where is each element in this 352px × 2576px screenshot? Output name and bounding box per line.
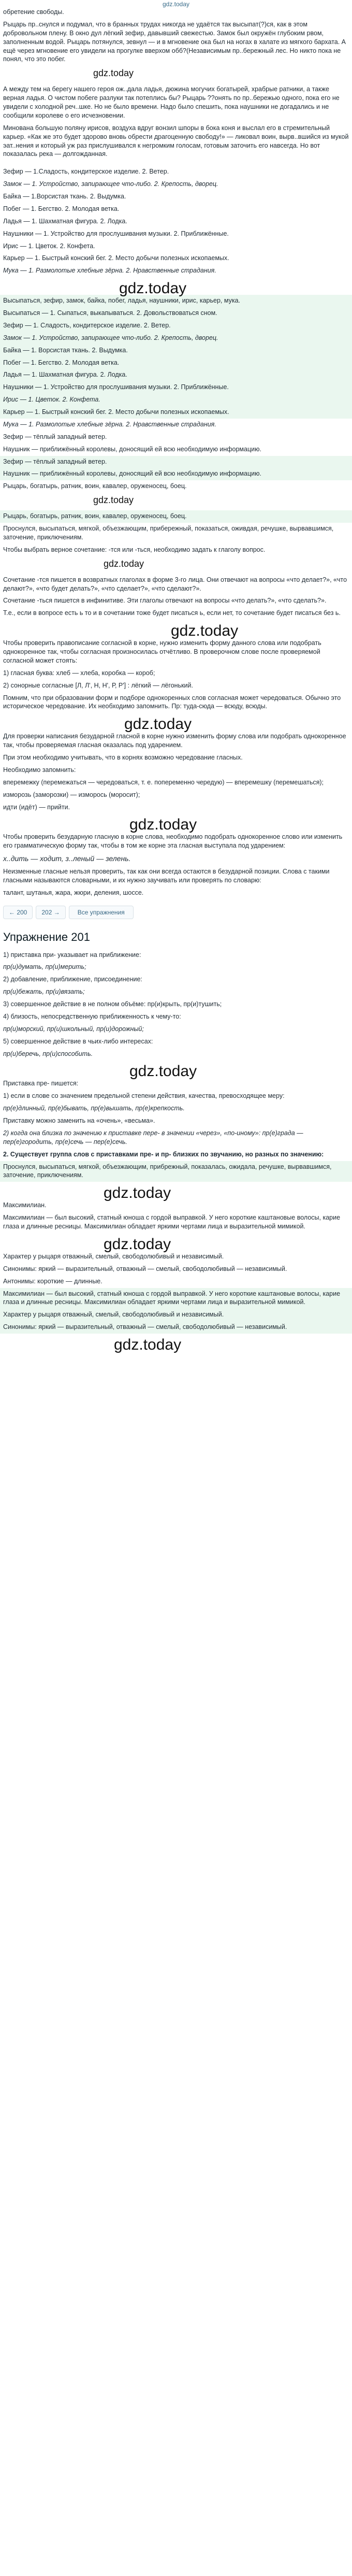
- paragraph: Побег — 1. Бегство. 2. Молодая ветка.: [3, 359, 120, 366]
- definition: Байка — 1.Ворсистая ткань. 2. Выдумка.: [3, 193, 126, 200]
- watermark-text: gdz.today: [171, 622, 239, 640]
- paragraph: Максимилиан.: [3, 1201, 47, 1209]
- paragraph: талант, шутанья, жара, жюри, деления, шоссе.: [3, 889, 144, 896]
- paragraph: Синонимы: яркий — выразительный, отважный — смелый, свободолюбивый — независимый.: [3, 1323, 287, 1331]
- paragraph: 1) гласная буква: хлеб — хлеба, коробка — короб;: [3, 669, 155, 677]
- watermark: [0, 493, 352, 510]
- paragraph: Мука — 1. Размолотые хлебные зёрна. 2. Нравственные страдания.: [3, 420, 216, 428]
- paragraph: идти (идёт) — прийти.: [3, 803, 70, 811]
- paragraph: Антонимы: короткие — длинные.: [3, 1277, 102, 1285]
- answer-line: пр(и)бежать, пр(и)вязать;: [3, 988, 85, 996]
- paragraph: Чтобы выбрать верное сочетание: -тся или -ться, необходимо задать к глаголу вопрос.: [3, 546, 266, 553]
- watermark-text: gdz.today: [104, 558, 144, 569]
- answer-block: [0, 1288, 352, 1334]
- answer-line: 4) близость, непосредственную приближенность к чему-то:: [3, 1012, 181, 1020]
- watermark: [0, 1060, 352, 1078]
- all-exercises-button[interactable]: Все упражнения: [69, 906, 134, 919]
- answer-line: пр(и)беречь, пр(и)способить.: [3, 1050, 93, 1057]
- paragraph: Максимилиан — был высокий, статный юноша с гордой выправкой. У него короткие каштановые волосы, карие глаза и длинные ресницы. Максимилиан обладает яркими чертами лица и выразительной мимикой.: [3, 1214, 341, 1230]
- answer-line: 1) приставка при- указывает на приближение:: [3, 951, 141, 958]
- watermark: [0, 813, 352, 834]
- definition: Ладья — 1. Шахматная фигура. 2. Лодка.: [3, 217, 127, 225]
- paragraph: Наушник — приближённый королевы, доносящий ей всю необходимую информацию.: [3, 470, 261, 478]
- paragraph: Т.е., если в вопросе есть ь то и в сочетании тоже будет писаться ь, если нет, то сочетание будет писаться без ь.: [3, 609, 341, 617]
- paragraph: Высыпаться — 1. Сыпаться, выкапываться. 2. Довольствоваться сном.: [3, 309, 217, 317]
- answer-line: пр(и)думать, пр(и)мерить;: [3, 963, 86, 971]
- answer-line: 2) когда она близка по значению к приставке пере- в значении «через», «по-иному»: пр(е)града — пер(е)городить, пр(е)сечь — пер(е)сечь.: [3, 1129, 303, 1146]
- answer-line: 1) если в слове со значением предельной степени действия, качества, превосходящее меру:: [3, 1092, 285, 1100]
- answer-block: [0, 1161, 352, 1182]
- paragraph: х..дить — ходит, з..леный — зелень.: [3, 854, 131, 863]
- paragraph: 2) сонорные согласные [Л, Л', Н, Н', Р, Р'] : лёгкий — лёгонький.: [3, 681, 193, 689]
- definition: Наушники — 1. Устройство для прослушивания музыки. 2. Приближённые.: [3, 230, 229, 237]
- watermark: [0, 66, 352, 83]
- watermark-text: gdz.today: [104, 1235, 171, 1253]
- paragraph: вперемежку (перемежаться — чередоваться, т. е. попеременно чередую) — вперемешку (перемешаться);: [3, 778, 324, 786]
- paragraph: Рыцарь, богатырь, ратник, воин, кавалер, оруженосец, боец.: [3, 482, 187, 490]
- paragraph: Байка — 1. Ворсистая ткань. 2. Выдумка.: [3, 346, 128, 354]
- paragraph: Наушник — приближённый королевы, доносящий ей всю необходимую информацию.: [3, 445, 261, 453]
- watermark-text: gdz.today: [104, 1184, 171, 1202]
- definition: Карьер — 1. Быстрый конский бег. 2. Место добычи полезных ископаемых.: [3, 254, 229, 262]
- answer-line: 3) совершенное действие в не полном объёме: пр(и)крыть, пр(и)тушить;: [3, 1000, 222, 1008]
- paragraph: Для проверки написания безударной гласной в корне нужно изменить форму слова или подобрать однокоренное так, чтобы проверяемая гласная оказалась под ударением.: [3, 733, 346, 749]
- paragraph: Зефир — тёплый западный ветер.: [3, 433, 107, 440]
- watermark-text: gdz.today: [114, 1336, 182, 1354]
- paragraph: Замок — 1. Устройство, запирающее что-либо. 2. Крепость, дворец.: [3, 334, 218, 341]
- paragraph: Зефир — 1. Сладость, кондитерское изделие. 2. Ветер.: [3, 321, 171, 329]
- watermark-text: gdz.today: [124, 715, 192, 733]
- watermark: [0, 556, 352, 574]
- paragraph: Сочетание -ться пишется в инфинитиве. Эти глаголы отвечают на вопросы «что делать?», «что сделать?».: [3, 597, 327, 605]
- exercise-pager: [0, 903, 352, 922]
- definition: Зефир — 1.Сладость, кондитерское изделие. 2. Ветер.: [3, 168, 169, 176]
- paragraph: Чтобы проверить правописание согласной в корне, нужно изменить форму данного слова или подобрать однокоренное так, чтобы согласная произносилась отчётливо. В проверочном слове после проверяемой согласной может стоять:: [3, 639, 321, 664]
- paragraph: Зефир — тёплый западный ветер.: [3, 457, 107, 465]
- answer-block: [0, 295, 352, 419]
- exercise-title: Упражнение 201: [3, 930, 90, 943]
- paragraph: Необходимо запомнить:: [3, 766, 76, 774]
- watermark-text: gdz.today: [119, 280, 187, 297]
- paragraph: Ладья — 1. Шахматная фигура. 2. Лодка.: [3, 371, 127, 379]
- watermark: [0, 1182, 352, 1202]
- paragraph: Характер у рыцаря отважный, смелый, свободолюбивый и независимый.: [3, 1311, 224, 1319]
- watermark: [0, 1233, 352, 1251]
- paragraph: Сочетание -тся пишется в возвратных глаголах в форме 3-го лица. Они отвечают на вопросы «что делает?», «что делают?», «что будет делать?», «что сделает?», «что сделают?».: [3, 576, 347, 592]
- definition: Ирис — 1. Цветок. 2. Конфета.: [3, 242, 95, 250]
- paragraph: Наушники — 1. Устройство для прослушивания музыки. 2. Приближённые.: [3, 383, 229, 391]
- next-exercise-button[interactable]: 202 →: [36, 906, 65, 919]
- answer-line: пр(и)морский, пр(и)школьный, пр(и)дорожный;: [3, 1025, 144, 1033]
- paragraph: Карьер — 1. Быстрый конский бег. 2. Место добычи полезных ископаемых.: [3, 408, 229, 416]
- answer-line: 2) добавление, приближение, присоединение:: [3, 976, 142, 983]
- paragraph: А между тем на берегу нашего героя ож..дала ладья, дюжина могучих богатырей, храбрые ратники, а также верная ладья. О чистом побеге разлуки так потеплись бы? Рыцарь ??онять по пр..бережью одного, пока его не увидели с холодной реч..шке. Но не было времени. Надо было спешить, пока наушники не догадались и не сообщили королеве о его исчезновении.: [3, 85, 340, 119]
- answer-block: [0, 456, 352, 481]
- answer-block: [0, 510, 352, 523]
- definition: Мука — 1. Размолотые хлебные зёрна. 2. Нравственные страдания.: [3, 267, 216, 275]
- definition: Побег — 1. Бегство. 2. Молодая ветка.: [3, 205, 120, 212]
- paragraph: Проснулся, высыпаться, мягкой, объезжающим, прибрежный, показалась, ожидала, речушке, вырвавшимся, заточение, приключениям.: [3, 1163, 332, 1179]
- paragraph: Высыпаться, зефир, замок, байка, побег, ладья, наушники, ирис, карьер, мука.: [3, 297, 240, 305]
- answer-line: Приставку можно заменить на «очень», «весьма».: [3, 1117, 155, 1125]
- paragraph: Помним, что при образовании форм и подборе однокоренных слов согласная может чередоваться. Обычно это историческое чередование. Их необходимо запомнить. Пр: туда-сюда — всюду, всюды.: [3, 694, 341, 710]
- answer-line: Приставка пре- пишется:: [3, 1080, 79, 1087]
- paragraph: обретение свободы.: [3, 8, 64, 16]
- paragraph: Синонимы: яркий — выразительный, отважный — смелый, свободолюбивый — независимый.: [3, 1265, 287, 1272]
- paragraph: Неизменные гласные нельзя проверить, так как они всегда остаются в безударной позиции. Слова с такими гласными называются словарными, и их нужно заучивать или проверять по словарю:: [3, 868, 330, 884]
- paragraph: Проснулся, высыпаться, мягкой, объезжающим, прибережный, показаться, оживдая, речушке, вырвавшимся, заточение, приключениям.: [3, 525, 334, 541]
- paragraph: Рыцарь пр..снулся и подумал, что в бранных трудах никогда не удаётся так высыпат(?)ся, как в этом добровольном плену. В окно дул лёгкий зефир, давывший свежестью. Замок был окружён глубоким рвом, заполненным водой. Рыцарь потянулся, зевнул — и в мгновение ока был на ногах в халате из мягкого бархата. А ещё через мгновение его увидели на прогулке вверхом обб?(Независимым пр..бережный лес. Но никто пока не понял, что это побег.: [3, 20, 346, 63]
- watermark: [0, 620, 352, 640]
- paragraph: Чтобы проверить безударную гласную в корне слова, необходимо подобрать однокоренное слово или изменить его грамматическую форму так, чтобы в том же корне эта гласная выступала под ударением:: [3, 833, 343, 850]
- watermark-text: gdz.today: [129, 816, 197, 834]
- paragraph: изморозь (заморозки) — изморось (моросит);: [3, 791, 140, 798]
- watermark: [0, 277, 352, 295]
- prev-exercise-button[interactable]: ← 200: [3, 906, 33, 919]
- paragraph: Минована большую поляну ирисов, воздуха вдруг вонзил шпоры в бока коня и выслал его в стремительный карьер. «Как же это будет здорово вновь обрести драгоценную свободу!» — ликовал воин, вырв..вшийся из мукой эат..нения и который уж раз прислушивался к негромким голосам, готовым заточить его навсегда. Но вот показалась река — долгожданная.: [3, 124, 349, 158]
- site-url[interactable]: gdz.today: [162, 1, 190, 8]
- answer-line: пр(е)длинный, пр(е)бывать, пр(е)вышать, пр(е)крепкость.: [3, 1105, 185, 1112]
- paragraph: Рыцарь, богатырь, ратник, воин, кавалер, оруженосец, боец.: [3, 512, 187, 520]
- watermark-text: gdz.today: [93, 495, 134, 506]
- paragraph: Характер у рыцаря отважный, смелый, свободолюбивый и независимый.: [3, 1252, 224, 1260]
- watermark-text: gdz.today: [129, 1063, 197, 1080]
- answer-line: 2. Существует группа слов с приставками пре- и пр- близких по звучанию, но разных по значению:: [3, 1150, 324, 1158]
- answers: [0, 949, 352, 1161]
- answer-line: 5) совершенное действие в чьих-либо интересах:: [3, 1037, 153, 1045]
- paragraph: Максимилиан — был высокий, статный юноша с гордой выправкой. У него короткие каштановые волосы, карие глаза и длинные ресницы. Максимилиан обладает яркими чертами лица и выразительной мимикой.: [3, 1290, 341, 1306]
- definition: Замок — 1. Устройство, запирающее что-либо. 2. Крепость, дворец.: [3, 180, 218, 188]
- watermark-text: gdz.today: [93, 68, 134, 79]
- paragraph: При этом необходимо учитывать, что в корнях возможно чередование гласных.: [3, 754, 243, 761]
- watermark: [0, 713, 352, 731]
- paragraph: Ирис — 1. Цветок. 2. Конфета.: [3, 396, 100, 404]
- watermark: [0, 1334, 352, 1354]
